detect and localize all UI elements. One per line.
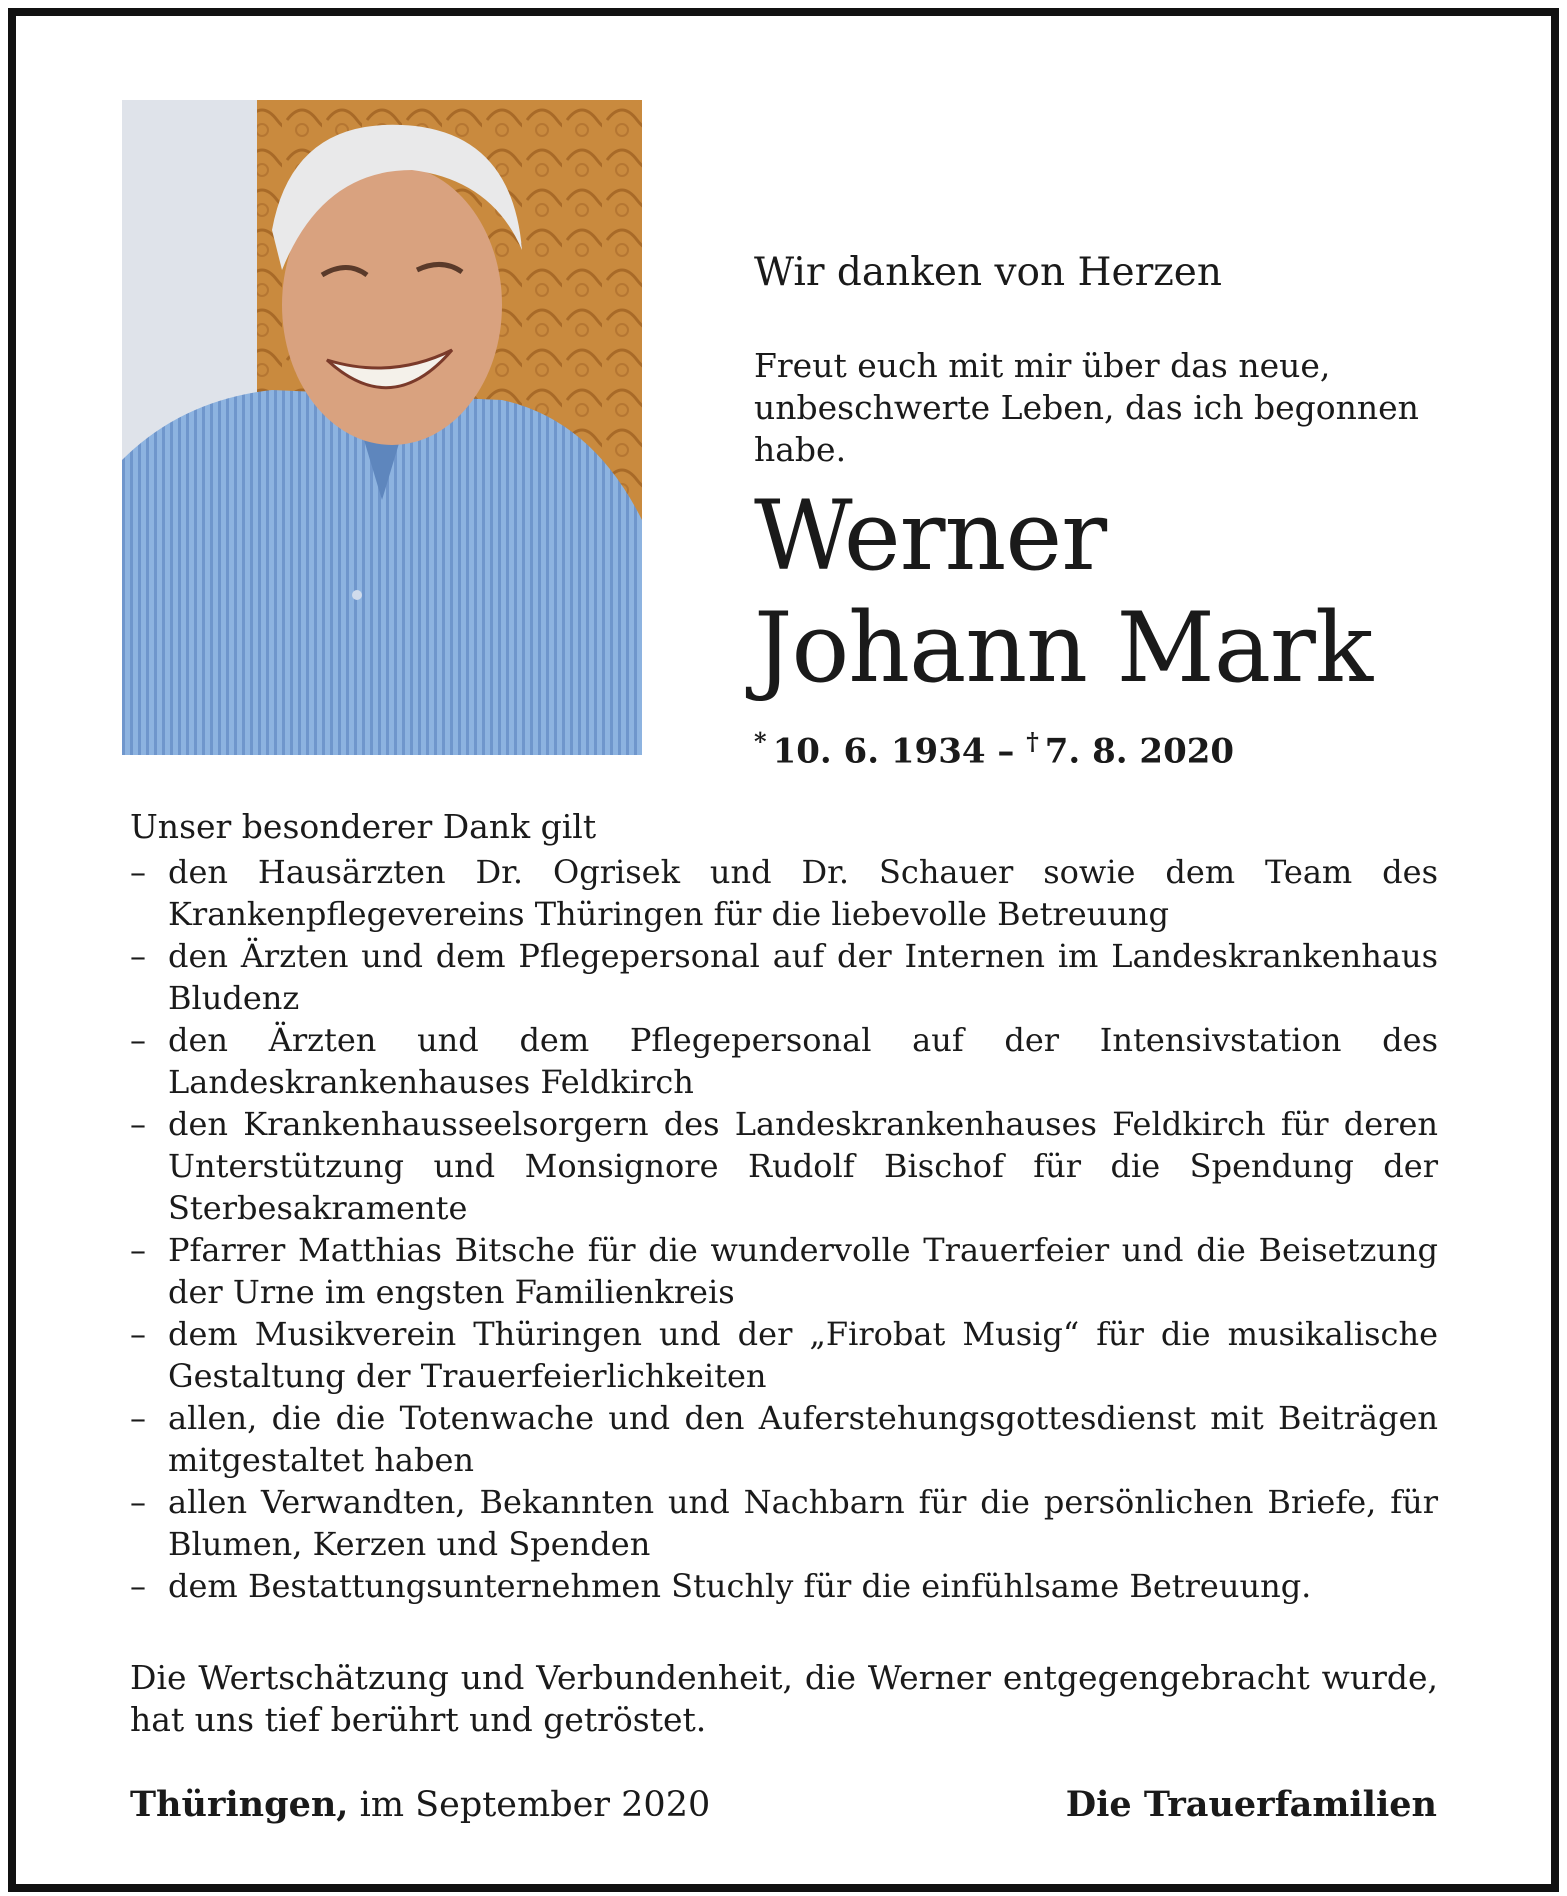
list-dash: – bbox=[130, 853, 146, 891]
list-item bbox=[130, 1481, 1438, 1565]
place-name: Thüringen, bbox=[130, 1784, 349, 1825]
birth-date: 10. 6. 1934 bbox=[772, 731, 986, 772]
name-line-2: Johann Mark bbox=[754, 592, 1373, 704]
list-item-text: allen Verwandten, Bekannten und Nachbarn für die persönlichen Briefe, für Blumen, Kerzen und Spenden bbox=[168, 1483, 1438, 1563]
closing-text: Die Wertschätzung und Verbundenheit, die Werner entgegengebracht wurde, hat uns tief berührt und getröstet. bbox=[130, 1658, 1438, 1739]
list-item bbox=[130, 1313, 1438, 1397]
thanks-intro: Unser besonderer Dank gilt bbox=[130, 807, 597, 846]
list-item-text: den Krankenhausseelsorgern des Landeskrankenhauses Feldkirch für deren Unterstützung und Monsignore Rudolf Bischof für die Spendung der Sterbesakramente bbox=[168, 1105, 1438, 1227]
thanks-heading: Wir danken von Herzen bbox=[754, 250, 1222, 295]
date-text: im September 2020 bbox=[348, 1785, 711, 1825]
list-dash: – bbox=[130, 1567, 146, 1605]
life-dates bbox=[754, 720, 1234, 773]
list-item bbox=[130, 1103, 1438, 1229]
list-item-text: allen, die die Totenwache und den Auferstehungsgottesdienst mit Beiträgen mitgestaltet haben bbox=[168, 1399, 1438, 1479]
list-item bbox=[130, 851, 1438, 935]
place-date bbox=[130, 1783, 710, 1827]
date-separator: – bbox=[997, 731, 1015, 772]
list-item bbox=[130, 1565, 1438, 1607]
list-dash: – bbox=[130, 1105, 146, 1143]
motto-quote: Freut euch mit mir über das neue, unbeschwerte Leben, das ich begonnen habe. bbox=[754, 346, 1419, 469]
list-item-text: Pfarrer Matthias Bitsche für die wundervolle Trauerfeier und die Beisetzung der Urne im engsten Familienkreis bbox=[168, 1231, 1438, 1311]
list-item bbox=[130, 1397, 1438, 1481]
list-dash: – bbox=[130, 1021, 146, 1059]
thanks-list bbox=[130, 851, 1438, 1607]
list-dash: – bbox=[130, 1231, 146, 1269]
list-item bbox=[130, 1229, 1438, 1313]
signature: Die Trauerfamilien bbox=[1065, 1784, 1437, 1825]
birth-symbol: * bbox=[754, 727, 767, 756]
list-item-text: dem Bestattungsunternehmen Stuchly für die einfühlsame Betreuung. bbox=[168, 1567, 1312, 1605]
list-item bbox=[130, 1019, 1438, 1103]
list-item bbox=[130, 935, 1438, 1019]
list-dash: – bbox=[130, 1315, 146, 1353]
list-dash: – bbox=[130, 937, 146, 975]
list-item-text: den Ärzten und dem Pflegepersonal auf der Intensivstation des Landeskrankenhauses Feldkirch bbox=[168, 1021, 1438, 1101]
list-item-text: den Hausärzten Dr. Ogrisek und Dr. Schauer sowie dem Team des Krankenpflegevereins Thüringen für die liebevolle Betreuung bbox=[168, 853, 1438, 933]
death-symbol: † bbox=[1026, 727, 1039, 756]
list-item-text: dem Musikverein Thüringen und der „Firobat Musig“ für die musikalische Gestaltung der Trauerfeierlichkeiten bbox=[168, 1315, 1438, 1395]
death-date: 7. 8. 2020 bbox=[1044, 731, 1235, 772]
portrait-photo bbox=[122, 100, 642, 755]
list-item-text: den Ärzten und dem Pflegepersonal auf der Internen im Landeskrankenhaus Bludenz bbox=[168, 937, 1438, 1017]
deceased-name bbox=[754, 480, 1372, 704]
name-line-1: Werner bbox=[754, 480, 1107, 592]
list-dash: – bbox=[130, 1399, 146, 1437]
list-dash: – bbox=[130, 1483, 146, 1521]
